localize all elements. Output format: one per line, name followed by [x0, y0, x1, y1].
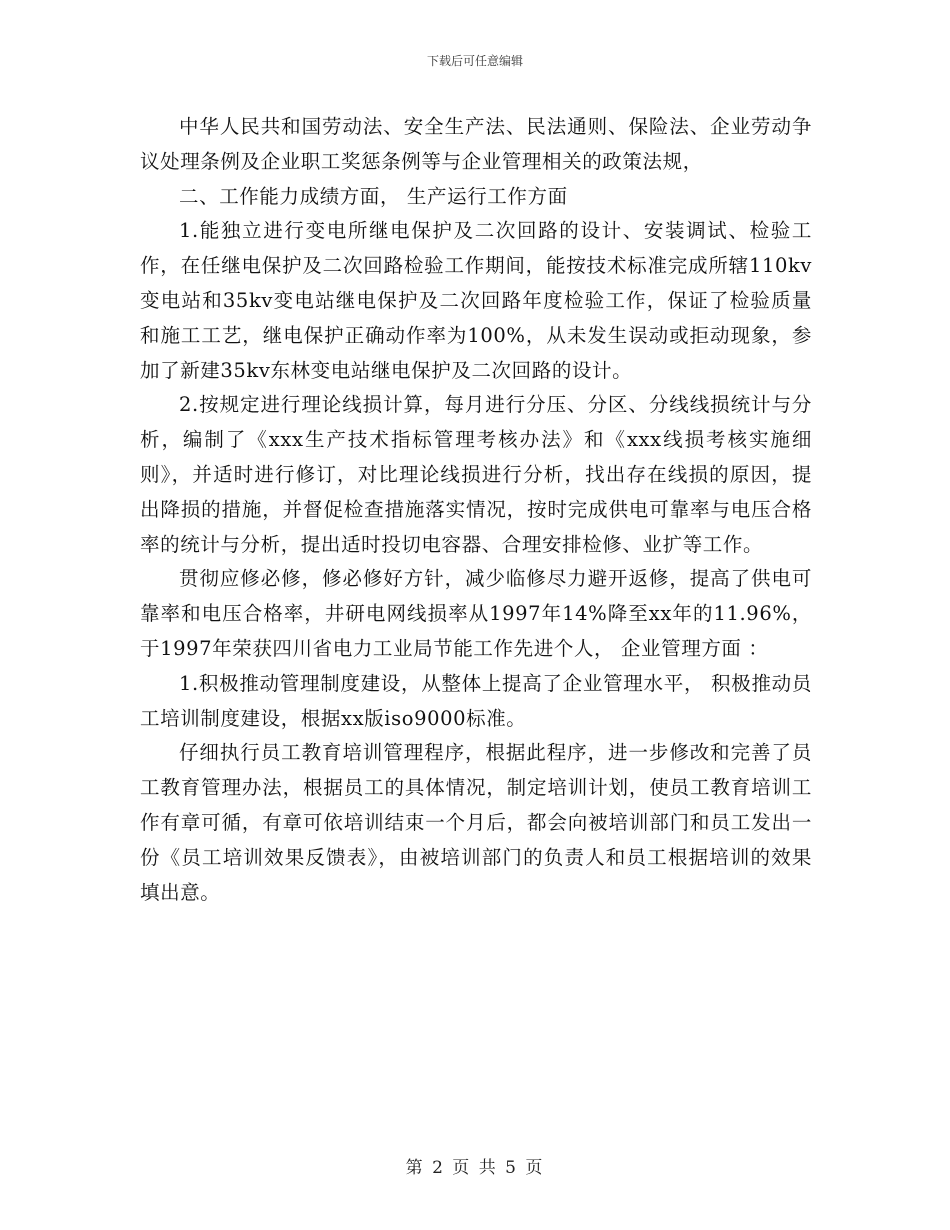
page-header-note: 下载后可任意编辑 [426, 54, 523, 68]
document-body [140, 110, 812, 910]
paragraph-training-procedure: 仔细执行员工教育培训管理程序，根据此程序，进一步修改和完善了员工教育管理办法，根据员工的具体情况，制定培训计划，使员工教育培训工作有章可循，有章可依培训结束一个月后，都会向被培训部门和员工发出一份《员工培训效果反馈表》，由被培训部门的负责人和员工根据培训的效果填出意。 [140, 741, 812, 904]
paragraph-relay-protection: 1.能独立进行变电所继电保护及二次回路的设计、安装调试、检验工作，在任继电保护及二次回路检验工作期间，能按技术标准完成所辖110kv变电站和35kv变电站继电保护及二次回路年度检验工作，保证了检验质量和施工工艺，继电保护正确动作率为100%，从未发生误动或拒动现象，参加了新建35kv东林变电站继电保护及二次回路的设计。 [140, 219, 812, 382]
section-heading-work-ability: 二、工作能力成绩方面， 生产运行工作方面 [179, 184, 568, 208]
paragraph-maintenance-policy: 贯彻应修必修，修必修好方针，减少临修尽力避开返修，提高了供电可靠率和电压合格率，井研电网线损率从1997年14%降至xx年的11.96%，于1997年荣获四川省电力工业局节能工作先进个人， 企业管理方面 ： [140, 567, 812, 660]
page-number-footer: 第 2 页 共 5 页 [405, 1158, 545, 1178]
paragraph-management-system: 1.积极推动管理制度建设，从整体上提高了企业管理水平， 积极推动员工培训制度建设，根据xx版iso9000标准。 [140, 671, 812, 730]
paragraph-laws: 中华人民共和国劳动法、安全生产法、民法通则、保险法、企业劳动争议处理条例及企业职工奖惩条例等与企业管理相关的政策法规， [140, 115, 812, 173]
paragraph-line-loss: 2.按规定进行理论线损计算，每月进行分压、分区、分线线损统计与分析，编制了《xxx生产技术指标管理考核办法》和《xxx线损考核实施细则》，并适时进行修订，对比理论线损进行分析，找出存在线损的原因，提出降损的措施，并督促检查措施落实情况，按时完成供电可靠率与电压合格率的统计与分析，提出适时投切电容器、合理安排检修、业扩等工作。 [140, 393, 812, 556]
